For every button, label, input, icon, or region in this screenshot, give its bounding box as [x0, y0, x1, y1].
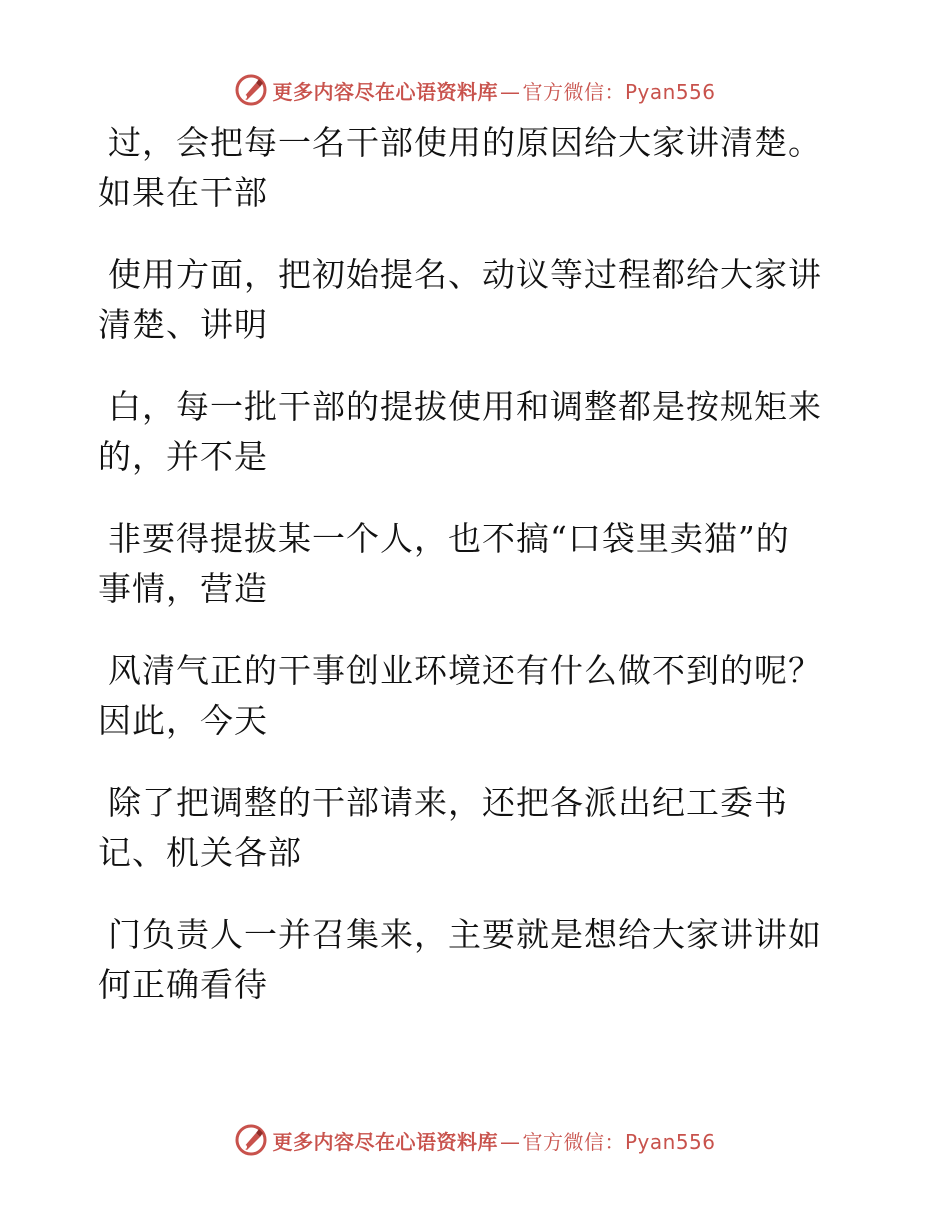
text-line: 门负责人一并召集来，主要就是想给大家讲讲如: [108, 915, 822, 954]
paragraph: [98, 514, 838, 614]
pen-circle-icon: [234, 1123, 268, 1157]
text-line: 事情，营造: [98, 569, 268, 608]
header-watermark: [0, 68, 950, 112]
paragraph: [98, 118, 838, 218]
paragraph: [98, 382, 838, 482]
watermark-separator: —: [499, 1129, 521, 1154]
text-line: 使用方面，把初始提名、动议等过程都给大家讲: [108, 255, 822, 294]
footer-watermark: [0, 1118, 950, 1162]
pen-circle-icon: [234, 73, 268, 107]
text-line: 非要得提拔某一个人，也不搞“口袋里卖猫”的: [108, 519, 790, 558]
watermark-text: [272, 1126, 715, 1155]
text-line: 的，并不是: [98, 437, 268, 476]
watermark-sub: 官方微信：: [522, 1129, 625, 1154]
watermark-sub: 官方微信：: [522, 79, 625, 104]
text-line: 如果在干部: [98, 173, 268, 212]
text-line: 清楚、讲明: [98, 305, 268, 344]
watermark-separator: —: [499, 79, 521, 104]
text-line: 因此，今天: [98, 701, 268, 740]
text-line: 除了把调整的干部请来，还把各派出纪工委书: [108, 783, 788, 822]
watermark-text: [272, 76, 715, 105]
text-line: 白，每一批干部的提拔使用和调整都是按规矩来: [108, 387, 822, 426]
paragraph: [98, 910, 838, 1010]
watermark-id: Pyan556: [624, 79, 716, 104]
paragraph: [98, 646, 838, 746]
watermark-id: Pyan556: [624, 1129, 716, 1154]
text-line: 何正确看待: [98, 965, 268, 1004]
paragraph: [98, 250, 838, 350]
watermark-main: 更多内容尽在心语资料库: [272, 79, 498, 104]
watermark-main: 更多内容尽在心语资料库: [272, 1129, 498, 1154]
paragraph: [98, 778, 838, 878]
text-line: 过，会把每一名干部使用的原因给大家讲清楚。: [108, 123, 822, 162]
text-line: 风清气正的干事创业环境还有什么做不到的呢？: [108, 651, 822, 690]
document-body: [98, 118, 838, 1042]
text-line: 记、机关各部: [98, 833, 302, 872]
